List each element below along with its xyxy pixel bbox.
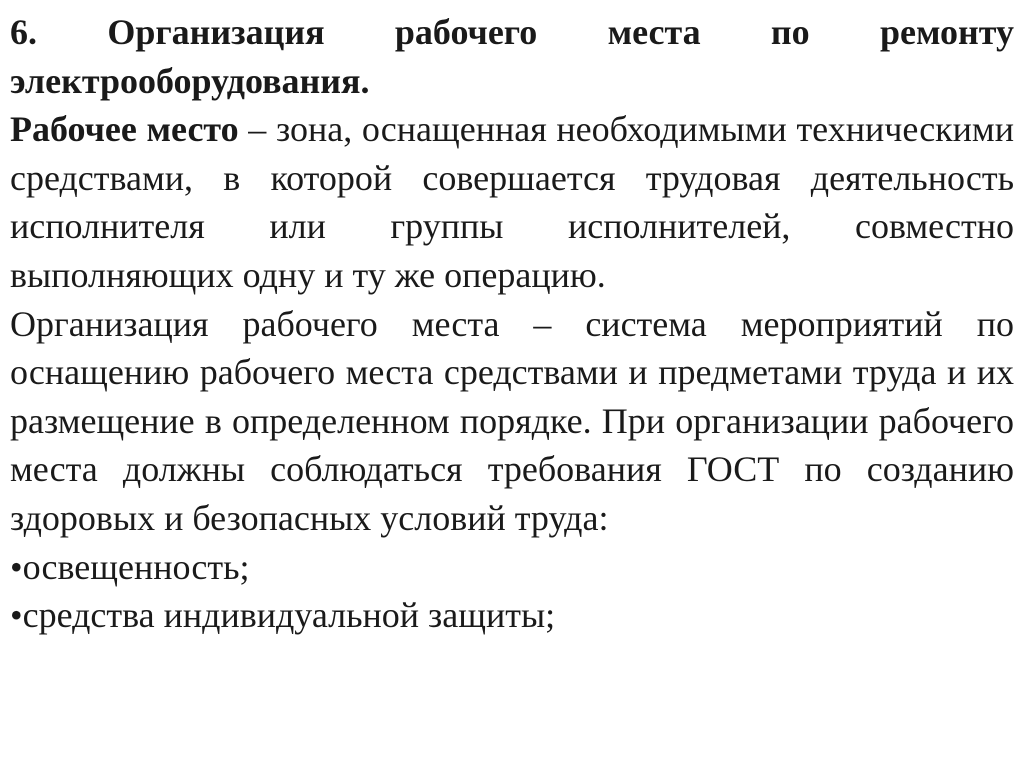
bullet-item-protection: •средства индивидуальной защиты; bbox=[10, 595, 556, 636]
term-workplace: Рабочее место bbox=[10, 109, 239, 150]
slide-content bbox=[10, 8, 1014, 640]
bullet-item-lighting: •освещенность; bbox=[10, 546, 250, 587]
paragraph-organization: Организация рабочего места – система мероприятий по оснащению рабочего места средствами и предметами труда и их размещение в определенном порядке. При организации рабочего места должны соблюдаться требования ГОСТ по созданию здоровых и безопасных условий труда: bbox=[10, 303, 1014, 538]
slide-heading: 6. Организация рабочего места по ремонту электрооборудования. bbox=[10, 12, 1014, 101]
paragraph-definition-workplace bbox=[10, 105, 1014, 299]
definition-workplace-text: – зона, оснащенная необходимыми техническими средствами, в которой совершается трудовая деятельность исполнителя или группы исполнителей, совместно выполняющих одну и ту же операцию. bbox=[10, 109, 1014, 295]
